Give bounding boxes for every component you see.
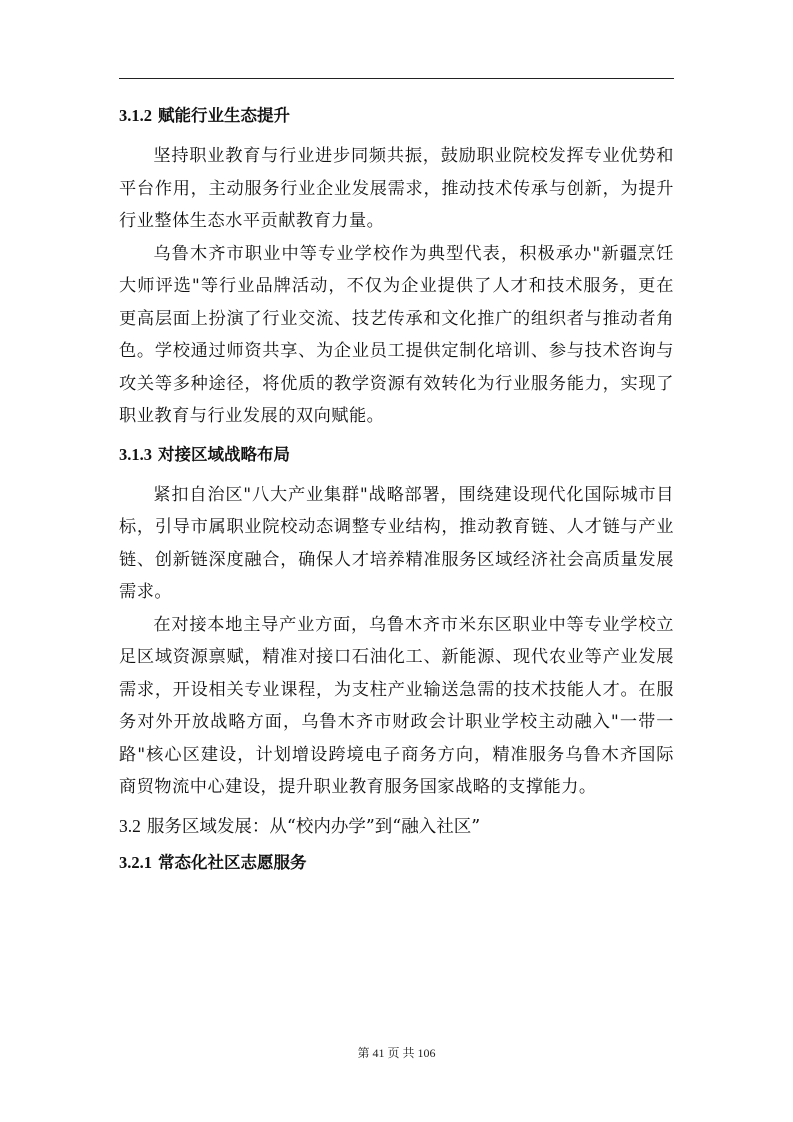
section-title: 常态化社区志愿服务 [158, 852, 307, 872]
section-title: 对接区域战略布局 [158, 444, 290, 464]
section-heading-3-2 [119, 811, 674, 841]
page-body [119, 101, 674, 878]
section-heading-3-2-1 [119, 848, 674, 878]
section-number: 3.2 [119, 815, 141, 836]
section-heading-3-1-3 [119, 440, 674, 470]
section-number: 3.2.1 [119, 852, 152, 872]
paragraph: 在对接本地主导产业方面，乌鲁木齐市米东区职业中等专业学校立足区域资源禀赋，精准对接口石油化工、新能源、现代农业等产业发展需求，开设相关专业课程，为支柱产业输送急需的技术技能人才。在服务对外开放战略方面，乌鲁木齐市财政会计职业学校主动融入"一带一路"核心区建设，计划增设跨境电子商务方向，精准服务乌鲁木齐国际商贸物流中心建设，提升职业教育服务国家战略的支撑能力。 [119, 614, 674, 797]
section-number: 3.1.3 [119, 444, 152, 464]
section-title: 服务区域发展：从“校内办学”到“融入社区” [146, 816, 481, 837]
section-heading-3-1-2 [119, 101, 674, 131]
paragraph: 紧扣自治区"八大产业集群"战略部署，围绕建设现代化国际城市目标，引导市属职业院校动态调整专业结构，推动教育链、人才链与产业链、创新链深度融合，确保人才培养精准服务区域经济社会高质量发展需求。 [119, 484, 674, 602]
page-footer: 第 41 页 共 106 [357, 1046, 436, 1060]
section-title: 赋能行业生态提升 [158, 106, 290, 125]
paragraph: 乌鲁木齐市职业中等专业学校作为典型代表，积极承办"新疆烹饪大师评选"等行业品牌活动，不仅为企业提供了人才和技术服务，更在更高层面上扮演了行业交流、技艺传承和文化推广的组织者与推动者角色。学校通过师资共享、为企业员工提供定制化培训、参与技术咨询与攻关等多种途径，将优质的教学资源有效转化为行业服务能力，实现了职业教育与行业发展的双向赋能。 [119, 243, 674, 426]
section-number: 3.1.2 [119, 106, 152, 125]
paragraph: 坚持职业教育与行业进步同频共振，鼓励职业院校发挥专业优势和平台作用，主动服务行业企业发展需求，推动技术传承与创新，为提升行业整体生态水平贡献教育力量。 [119, 146, 674, 231]
header-rule [119, 78, 674, 79]
